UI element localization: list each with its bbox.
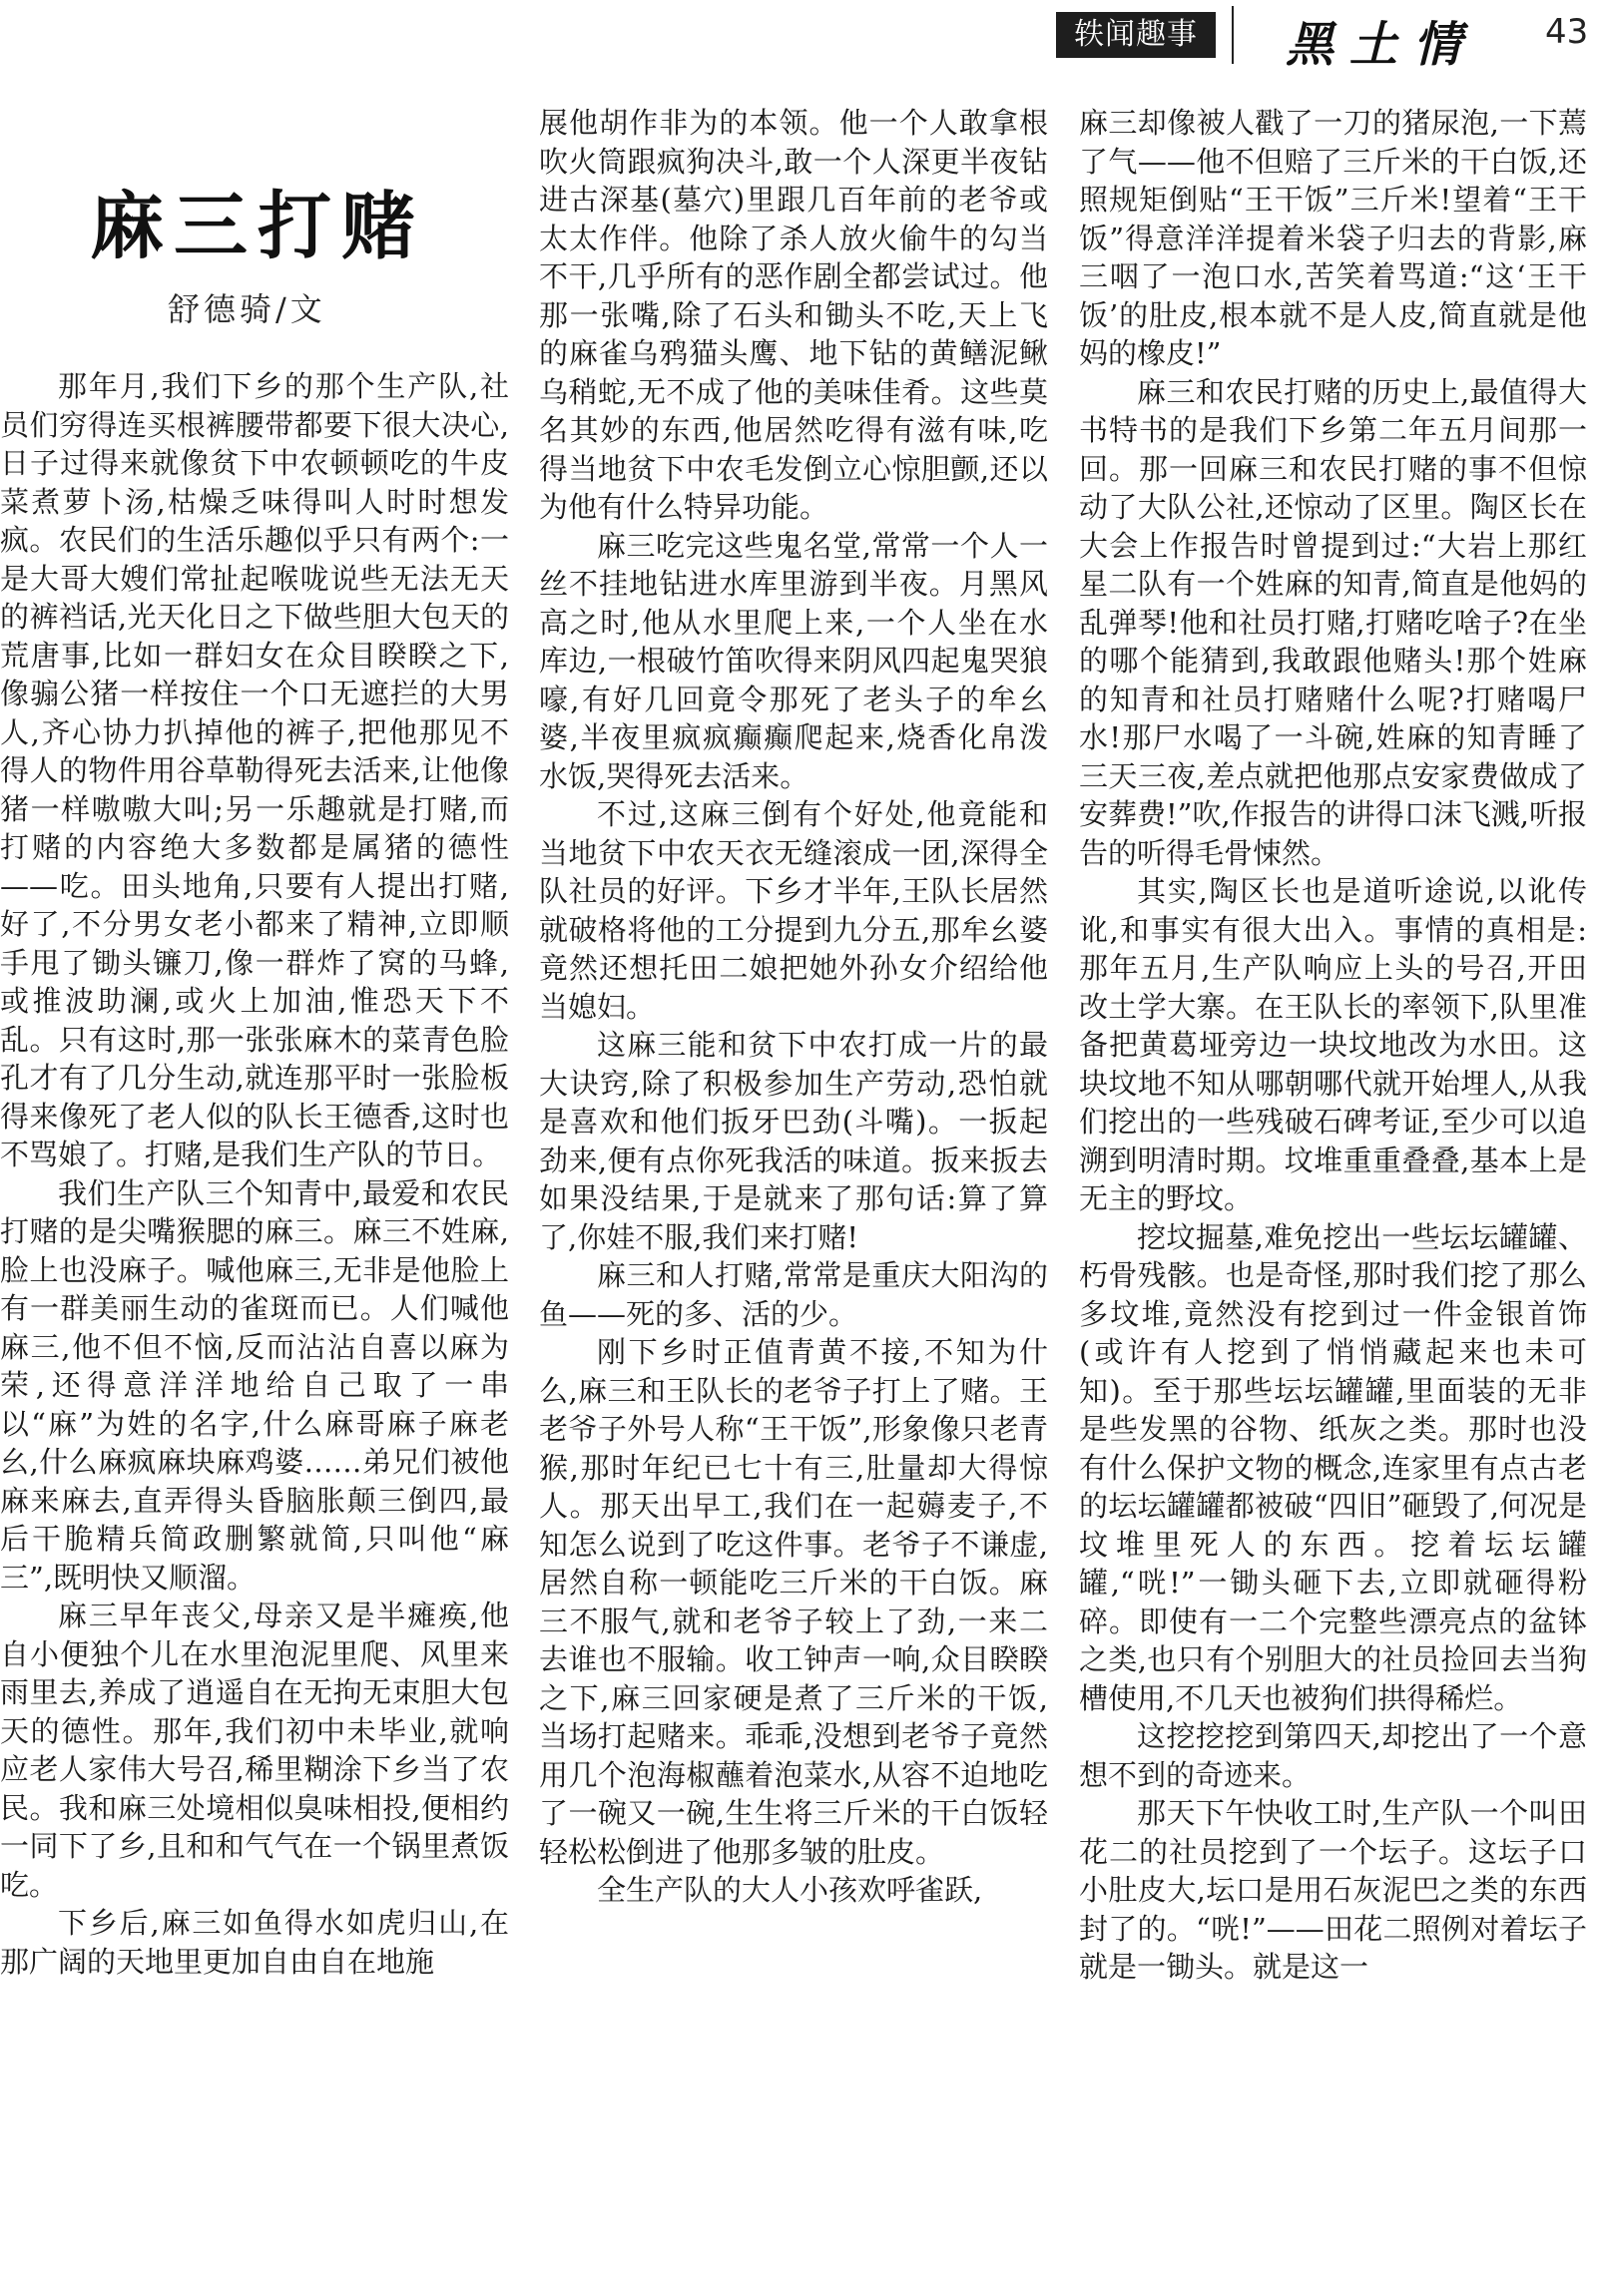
paragraph: 我们生产队三个知青中,最爱和农民打赌的是尖嘴猴腮的麻三。麻三不姓麻,脸上也没麻子。喊他麻三,无非是他脸上有一群美丽生动的雀斑而已。人们喊他麻三,他不但不恼,反而沾沾自喜以麻为荣,还得意洋洋地给自己取了一串以“麻”为姓的名字,什么麻哥麻子麻老幺,什么麻疯麻块麻鸡婆……弟兄们被他麻来麻去,直弄得头昏脑胀颠三倒四,最后干脆精兵简政删繁就简,只叫他“麻三”,既明快又顺溜。 <box>0 1175 509 1595</box>
paragraph: 刚下乡时正值青黄不接,不知为什么,麻三和王队长的老爷子打上了赌。王老爷子外号人称“王干饭”,形象像只老青猴,那时年纪已七十有三,肚量却大得惊人。那天出早工,我们在一起薅麦子,不知怎么说到了吃这件事。老爷子不谦虚,居然自称一顿能吃三斤米的干白饭。麻三不服气,就和老爷子较上了劲,一来二去谁也不服输。收工钟声一响,众目睽睽之下,麻三回家硬是煮了三斤米的干饭,当场打起赌来。乖乖,没想到老爷子竟然用几个泡海椒蘸着泡菜水,从容不迫地吃了一碗又一碗,生生将三斤米的干白饭轻轻松松倒进了他那多皱的肚皮。 <box>539 1335 1048 1869</box>
paragraph: 麻三和农民打赌的历史上,最值得大书特书的是我们下乡第二年五月间那一回。那一回麻三和农民打赌的事不但惊动了大队公社,还惊动了区里。陶区长在大会上作报告时曾提到过:“大岩上那红星二队有一个姓麻的知青,简直是他妈的乱弹琴!他和社员打赌,打赌吃啥子?在坐的哪个能猜到,我敢跟他赌头!那个姓麻的知青和社员打赌赌什么呢?打赌喝尸水!那尸水喝了一斗碗,姓麻的知青睡了三天三夜,差点就把他那点安家费做成了安葬费!”吹,作报告的讲得口沫飞溅,听报告的听得毛骨悚然。 <box>1079 374 1587 870</box>
article-title: 麻三打赌 <box>90 184 425 269</box>
paragraph: 麻三早年丧父,母亲又是半瘫痪,他自小便独个儿在水里泡泥里爬、风里来雨里去,养成了逍遥自在无拘无束胆大包天的德性。那年,我们初中未毕业,就响应老人家伟大号召,稀里糊涂下乡当了农民。我和麻三处境相似臭味相投,便相约一同下了乡,且和和气气在一个锅里煮饭吃。 <box>0 1599 509 1902</box>
section-tag: 轶闻趣事 <box>1056 12 1216 58</box>
paragraph: 那年月,我们下乡的那个生产队,社员们穷得连买根裤腰带都要下很大决心,日子过得来就像贫下中农顿顿吃的牛皮菜煮萝卜汤,枯燥乏味得叫人时时想发疯。农民们的生活乐趣似乎只有两个:一是大哥大嫂们常扯起喉咙说些无法无天的裤裆话,光天化日之下做些胆大包天的荒唐事,比如一群妇女在众目睽睽之下,像骟公猪一样按住一个口无遮拦的大男人,齐心协力扒掉他的裤子,把他那见不得人的物件用谷草勒得死去活来,让他像猪一样嗷嗷大叫;另一乐趣就是打赌,而打赌的内容绝大多数都是属猪的德性——吃。田头地角,只要有人提出打赌,好了,不分男女老小都来了精神,立即顺手甩了锄头镰刀,像一群炸了窝的马蜂,或推波助澜,或火上加油,惟恐天下不乱。只有这时,那一张张麻木的菜青色脸孔才有了几分生动,就连那平时一张脸板得来像死了老人似的队长王德香,这时也不骂娘了。打赌,是我们生产队的节日。 <box>0 369 509 1171</box>
article-byline: 舒德骑/文 <box>168 290 326 328</box>
article-column-3 <box>1079 104 1587 1987</box>
article-column-2 <box>539 104 1048 1910</box>
paragraph: 麻三却像被人戳了一刀的猪尿泡,一下蔫了气——他不但赔了三斤米的干白饭,还照规矩倒贴“王干饭”三斤米!望着“王干饭”得意洋洋提着米袋子归去的背影,麻三咽了一泡口水,苦笑着骂道:“这‘王干饭’的肚皮,根本就不是人皮,简直就是他妈的橡皮!” <box>1079 106 1587 370</box>
paragraph: 其实,陶区长也是道听途说,以讹传讹,和事实有很大出入。事情的真相是:那年五月,生产队响应上头的号召,开田改土学大寨。在王队长的率领下,队里准备把黄葛垭旁边一块坟地改为水田。这块坟地不知从哪朝哪代就开始埋人,从我们挖出的一些残破石碑考证,至少可以追溯到明清时期。坟堆重重叠叠,基本上是无主的野坟。 <box>1079 874 1587 1215</box>
paragraph: 全生产队的大人小孩欢呼雀跃, <box>597 1873 983 1907</box>
paragraph: 下乡后,麻三如鱼得水如虎归山,在那广阔的天地里更加自由自在地施 <box>0 1906 509 1979</box>
paragraph: 这麻三能和贫下中农打成一片的最大诀窍,除了积极参加生产劳动,恐怕就是喜欢和他们扳牙巴劲(斗嘴)。一扳起劲来,便有点你死我活的味道。扳来扳去如果没结果,于是就来了那句话:算了算了,你娃不服,我们来打赌! <box>539 1028 1048 1254</box>
page-header <box>0 0 1597 73</box>
paragraph: 这挖挖挖到第四天,却挖出了一个意想不到的奇迹来。 <box>1079 1719 1587 1792</box>
paragraph: 展他胡作非为的本领。他一个人敢拿根吹火筒跟疯狗决斗,敢一个人深更半夜钻进古深基(墓穴)里跟几百年前的老爷或太太作伴。他除了杀人放火偷牛的勾当不干,几乎所有的恶作剧全都尝试过。他那一张嘴,除了石头和锄头不吃,天上飞的麻雀乌鸦猫头鹰、地下钻的黄鳝泥鳅乌稍蛇,无不成了他的美味佳肴。这些莫名其妙的东西,他居然吃得有滋有味,吃得当地贫下中农毛发倒立心惊胆颤,还以为他有什么特异功能。 <box>539 106 1048 524</box>
paragraph: 不过,这麻三倒有个好处,他竟能和当地贫下中农天衣无缝滚成一团,深得全队社员的好评。下乡才半年,王队长居然就破格将他的工分提到九分五,那牟幺婆竟然还想托田二娘把她外孙女介绍给他当媳妇。 <box>539 797 1048 1024</box>
paragraph: 那天下午快收工时,生产队一个叫田花二的社员挖到了一个坛子。这坛子口小肚皮大,坛口是用石灰泥巴之类的东西封了的。“咣!”——田花二照例对着坛子就是一锄头。就是这一 <box>1079 1796 1587 1984</box>
header-divider <box>1232 6 1234 64</box>
page-number: 43 <box>1545 12 1589 52</box>
paragraph: 麻三吃完这些鬼名堂,常常一个人一丝不挂地钻进水库里游到半夜。月黑风高之时,他从水里爬上来,一个人坐在水库边,一根破竹笛吹得来阴风四起鬼哭狼嚎,有好几回竟令那死了老头子的牟幺婆,半夜里疯疯癫癫爬起来,烧香化帛泼水饭,哭得死去活来。 <box>539 528 1048 793</box>
paragraph: 挖坟掘墓,难免挖出一些坛坛罐罐、朽骨残骸。也是奇怪,那时我们挖了那么多坟堆,竟然没有挖到过一件金银首饰(或许有人挖到了悄悄藏起来也未可知)。至于那些坛坛罐罐,里面装的无非是些发黑的谷物、纸灰之类。那时也没有什么保护文物的概念,连家里有点古老的坛坛罐罐都被破“四旧”砸毁了,何况是坟堆里死人的东西。挖着坛坛罐罐,“咣!”一锄头砸下去,立即就砸得粉碎。即使有一二个完整些漂亮点的盆钵之类,也只有个别胆大的社员捡回去当狗槽使用,不几天也被狗们拱得稀烂。 <box>1079 1219 1587 1715</box>
paragraph: 麻三和人打赌,常常是重庆大阳沟的鱼——死的多、活的少。 <box>539 1258 1048 1331</box>
article-column-1 <box>0 367 509 1981</box>
magazine-name: 黑土情 <box>1286 17 1478 73</box>
